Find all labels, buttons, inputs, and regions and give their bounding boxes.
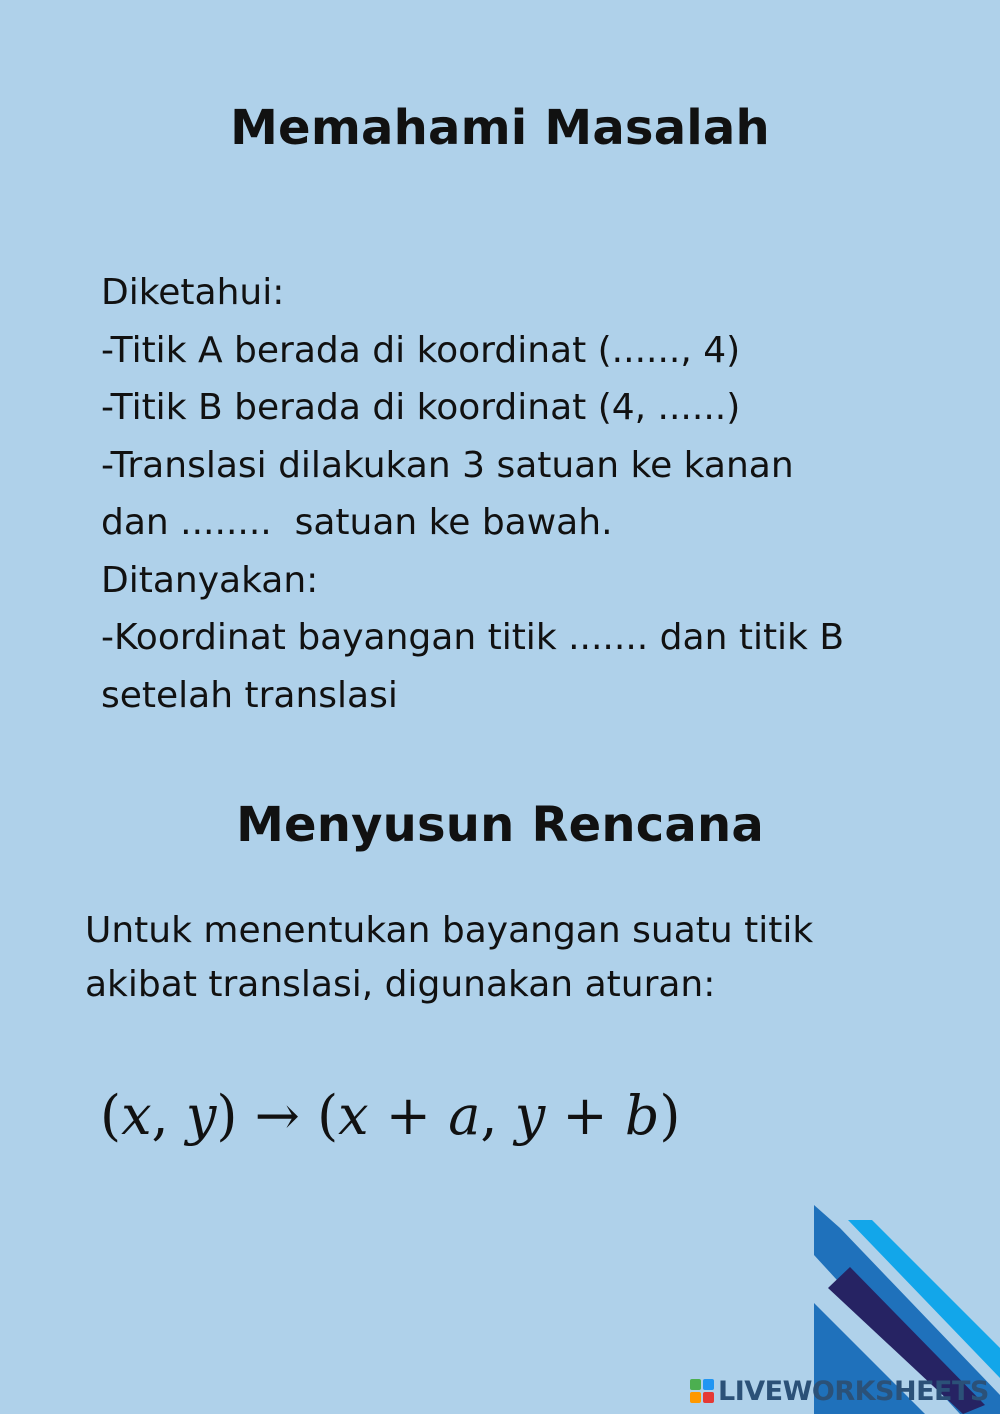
formula-paren: ) bbox=[216, 1084, 238, 1147]
plan-paragraph bbox=[85, 904, 885, 1012]
formula-var-y: y bbox=[514, 1084, 546, 1147]
logo-square bbox=[703, 1379, 714, 1390]
asked-line-continued: setelah translasi bbox=[101, 674, 398, 716]
formula-plus: + bbox=[545, 1084, 625, 1147]
formula-comma: , bbox=[151, 1084, 186, 1147]
logo-square bbox=[690, 1379, 701, 1390]
formula-paren: ( bbox=[317, 1084, 339, 1147]
liveworksheets-logo-icon bbox=[690, 1379, 714, 1403]
section-title-understanding: Memahami Masalah bbox=[230, 100, 770, 156]
formula-var-b: b bbox=[624, 1084, 660, 1147]
formula-comma: , bbox=[480, 1084, 515, 1147]
formula-var-a: a bbox=[448, 1084, 481, 1147]
formula-var-x: x bbox=[338, 1084, 369, 1147]
formula-var-x: x bbox=[121, 1084, 152, 1147]
translation-line-continued: dan ........ satuan ke bawah. bbox=[101, 502, 613, 543]
plan-text-line: Untuk menentukan bayangan suatu titik bbox=[85, 910, 814, 951]
point-b-line: -Titik B berada di koordinat (4, ......) bbox=[101, 387, 741, 428]
translation-formula bbox=[100, 1084, 680, 1147]
formula-paren: ( bbox=[100, 1084, 122, 1147]
formula-paren: ) bbox=[659, 1084, 681, 1147]
formula-arrow: → bbox=[237, 1084, 318, 1147]
liveworksheets-logo bbox=[690, 1374, 989, 1408]
asked-label: Ditanyakan: bbox=[101, 559, 319, 601]
liveworksheets-logo-text: LIVEWORKSHEETS bbox=[718, 1375, 989, 1407]
asked-line: -Koordinat bayangan titik ....... dan titik B bbox=[101, 617, 845, 658]
known-and-asked-block bbox=[101, 264, 899, 724]
logo-square bbox=[690, 1392, 701, 1403]
plan-text-line-continued: akibat translasi, digunakan aturan: bbox=[85, 964, 716, 1005]
logo-square bbox=[703, 1392, 714, 1403]
formula-plus: + bbox=[368, 1084, 449, 1147]
translation-line: -Translasi dilakukan 3 satuan ke kanan bbox=[101, 444, 794, 486]
point-a-line: -Titik A berada di koordinat (......, 4) bbox=[101, 329, 741, 371]
formula-var-y: y bbox=[185, 1084, 217, 1147]
section-title-planning: Menyusun Rencana bbox=[236, 797, 764, 853]
known-label: Diketahui: bbox=[101, 272, 285, 313]
